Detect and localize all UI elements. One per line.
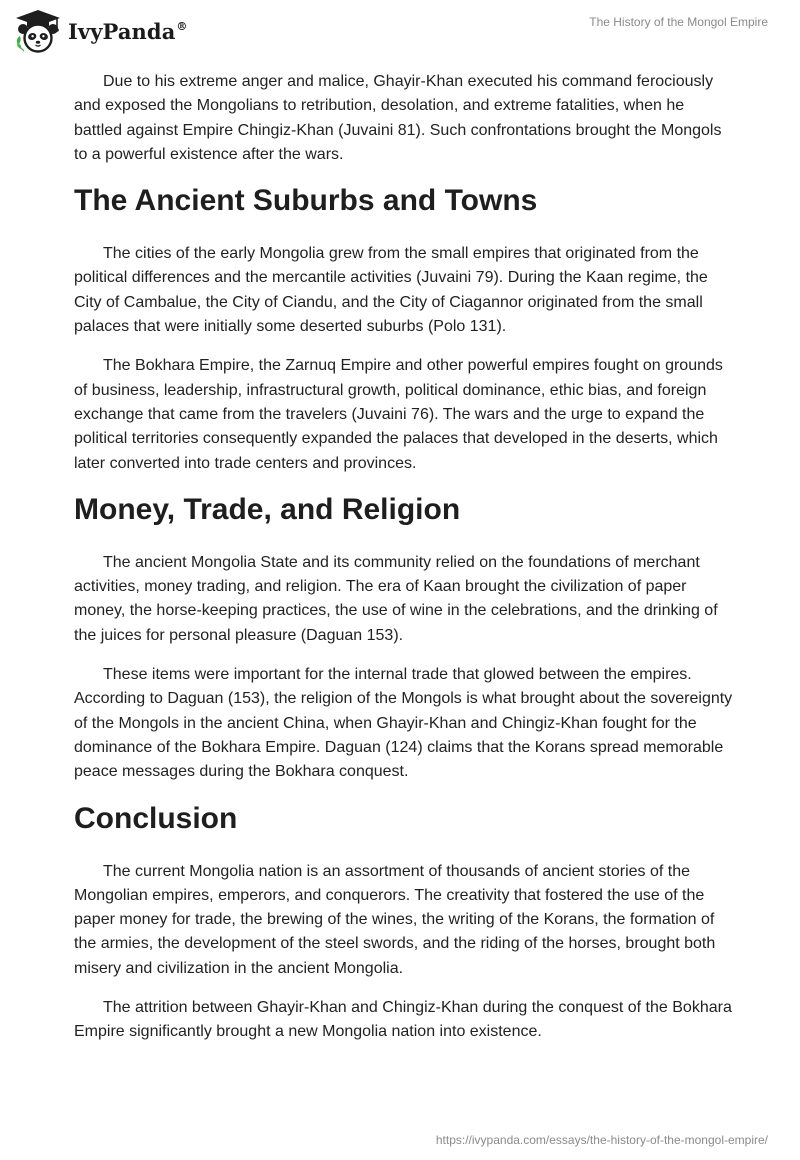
document-title: The History of the Mongol Empire: [589, 15, 768, 29]
paragraph: The attrition between Ghayir-Khan and Chingiz-Khan during the conquest of the Bokhara Empire significantly brought a new Mongolia nation into existence.: [74, 999, 732, 1041]
ivypanda-logo-link[interactable]: [14, 9, 188, 53]
paragraph: These items were important for the internal trade that glowed between the empires. According to Daguan (153), the religion of the Mongols is what brought about the sovereignty of the Mongols in the ancient China, when Ghayir-Khan and Chingiz-Khan fought for the dominance of the Bokhara Empire. Daguan (124) claims that the Korans spread memorable peace messages during the Bokhara conquest.: [74, 666, 733, 781]
paragraph: The cities of the early Mongolia grew from the small empires that originated from the political differences and the mercantile activities (Juvaini 79). During the Kaan regime, the City of Cambalue, the City of Ciandu, and the City of Ciagannor originated from the small palaces that were initially some deserted suburbs (Polo 131).: [74, 245, 708, 336]
paragraph: The Bokhara Empire, the Zarnuq Empire and other powerful empires fought on grounds of business, leadership, infrastructural growth, political dominance, ethic bias, and foreign exchange that came from the travelers (Juvaini 76). The wars and the urge to expand the political territories consequently expanded the palaces that developed in the deserts, which later converted into trade centers and provinces.: [74, 357, 723, 472]
paragraph: The ancient Mongolia State and its community relied on the foundations of merchant activities, money trading, and religion. The era of Kaan brought the civilization of paper money, the horse-keeping practices, the use of wine in the celebrations, and the drinking of the juices for personal pleasure (Daguan 153).: [74, 553, 718, 644]
brand-name: IvyPanda®: [68, 18, 188, 44]
panda-graduate-icon: [14, 9, 62, 53]
section-heading-money-trade-religion: Money, Trade, and Religion: [74, 492, 461, 526]
paragraph: The current Mongolia nation is an assortment of thousands of ancient stories of the Mongolian empires, emperors, and conquerors. The creativity that fostered the use of the paper money for trade, the brewing of the wines, the writing of the Korans, the formation of the armies, the development of the steel swords, and the riding of the horses, brought both misery and civilization in the ancient Mongolia.: [74, 862, 716, 977]
section-heading-conclusion: Conclusion: [74, 801, 238, 835]
section-heading-ancient-suburbs: The Ancient Suburbs and Towns: [74, 184, 538, 218]
essay-content: [74, 70, 734, 1060]
source-url-link[interactable]: https://ivypanda.com/essays/the-history-of-the-mongol-empire/: [435, 1133, 768, 1147]
page-header: [0, 0, 800, 64]
paragraph-intro: Due to his extreme anger and malice, Ghayir-Khan executed his command ferociously and exposed the Mongolians to retribution, desolation, and extreme fatalities, when he battled against Empire Chingiz-Khan (Juvaini 81). Such confrontations brought the Mongols to a powerful existence after the wars.: [74, 73, 722, 163]
